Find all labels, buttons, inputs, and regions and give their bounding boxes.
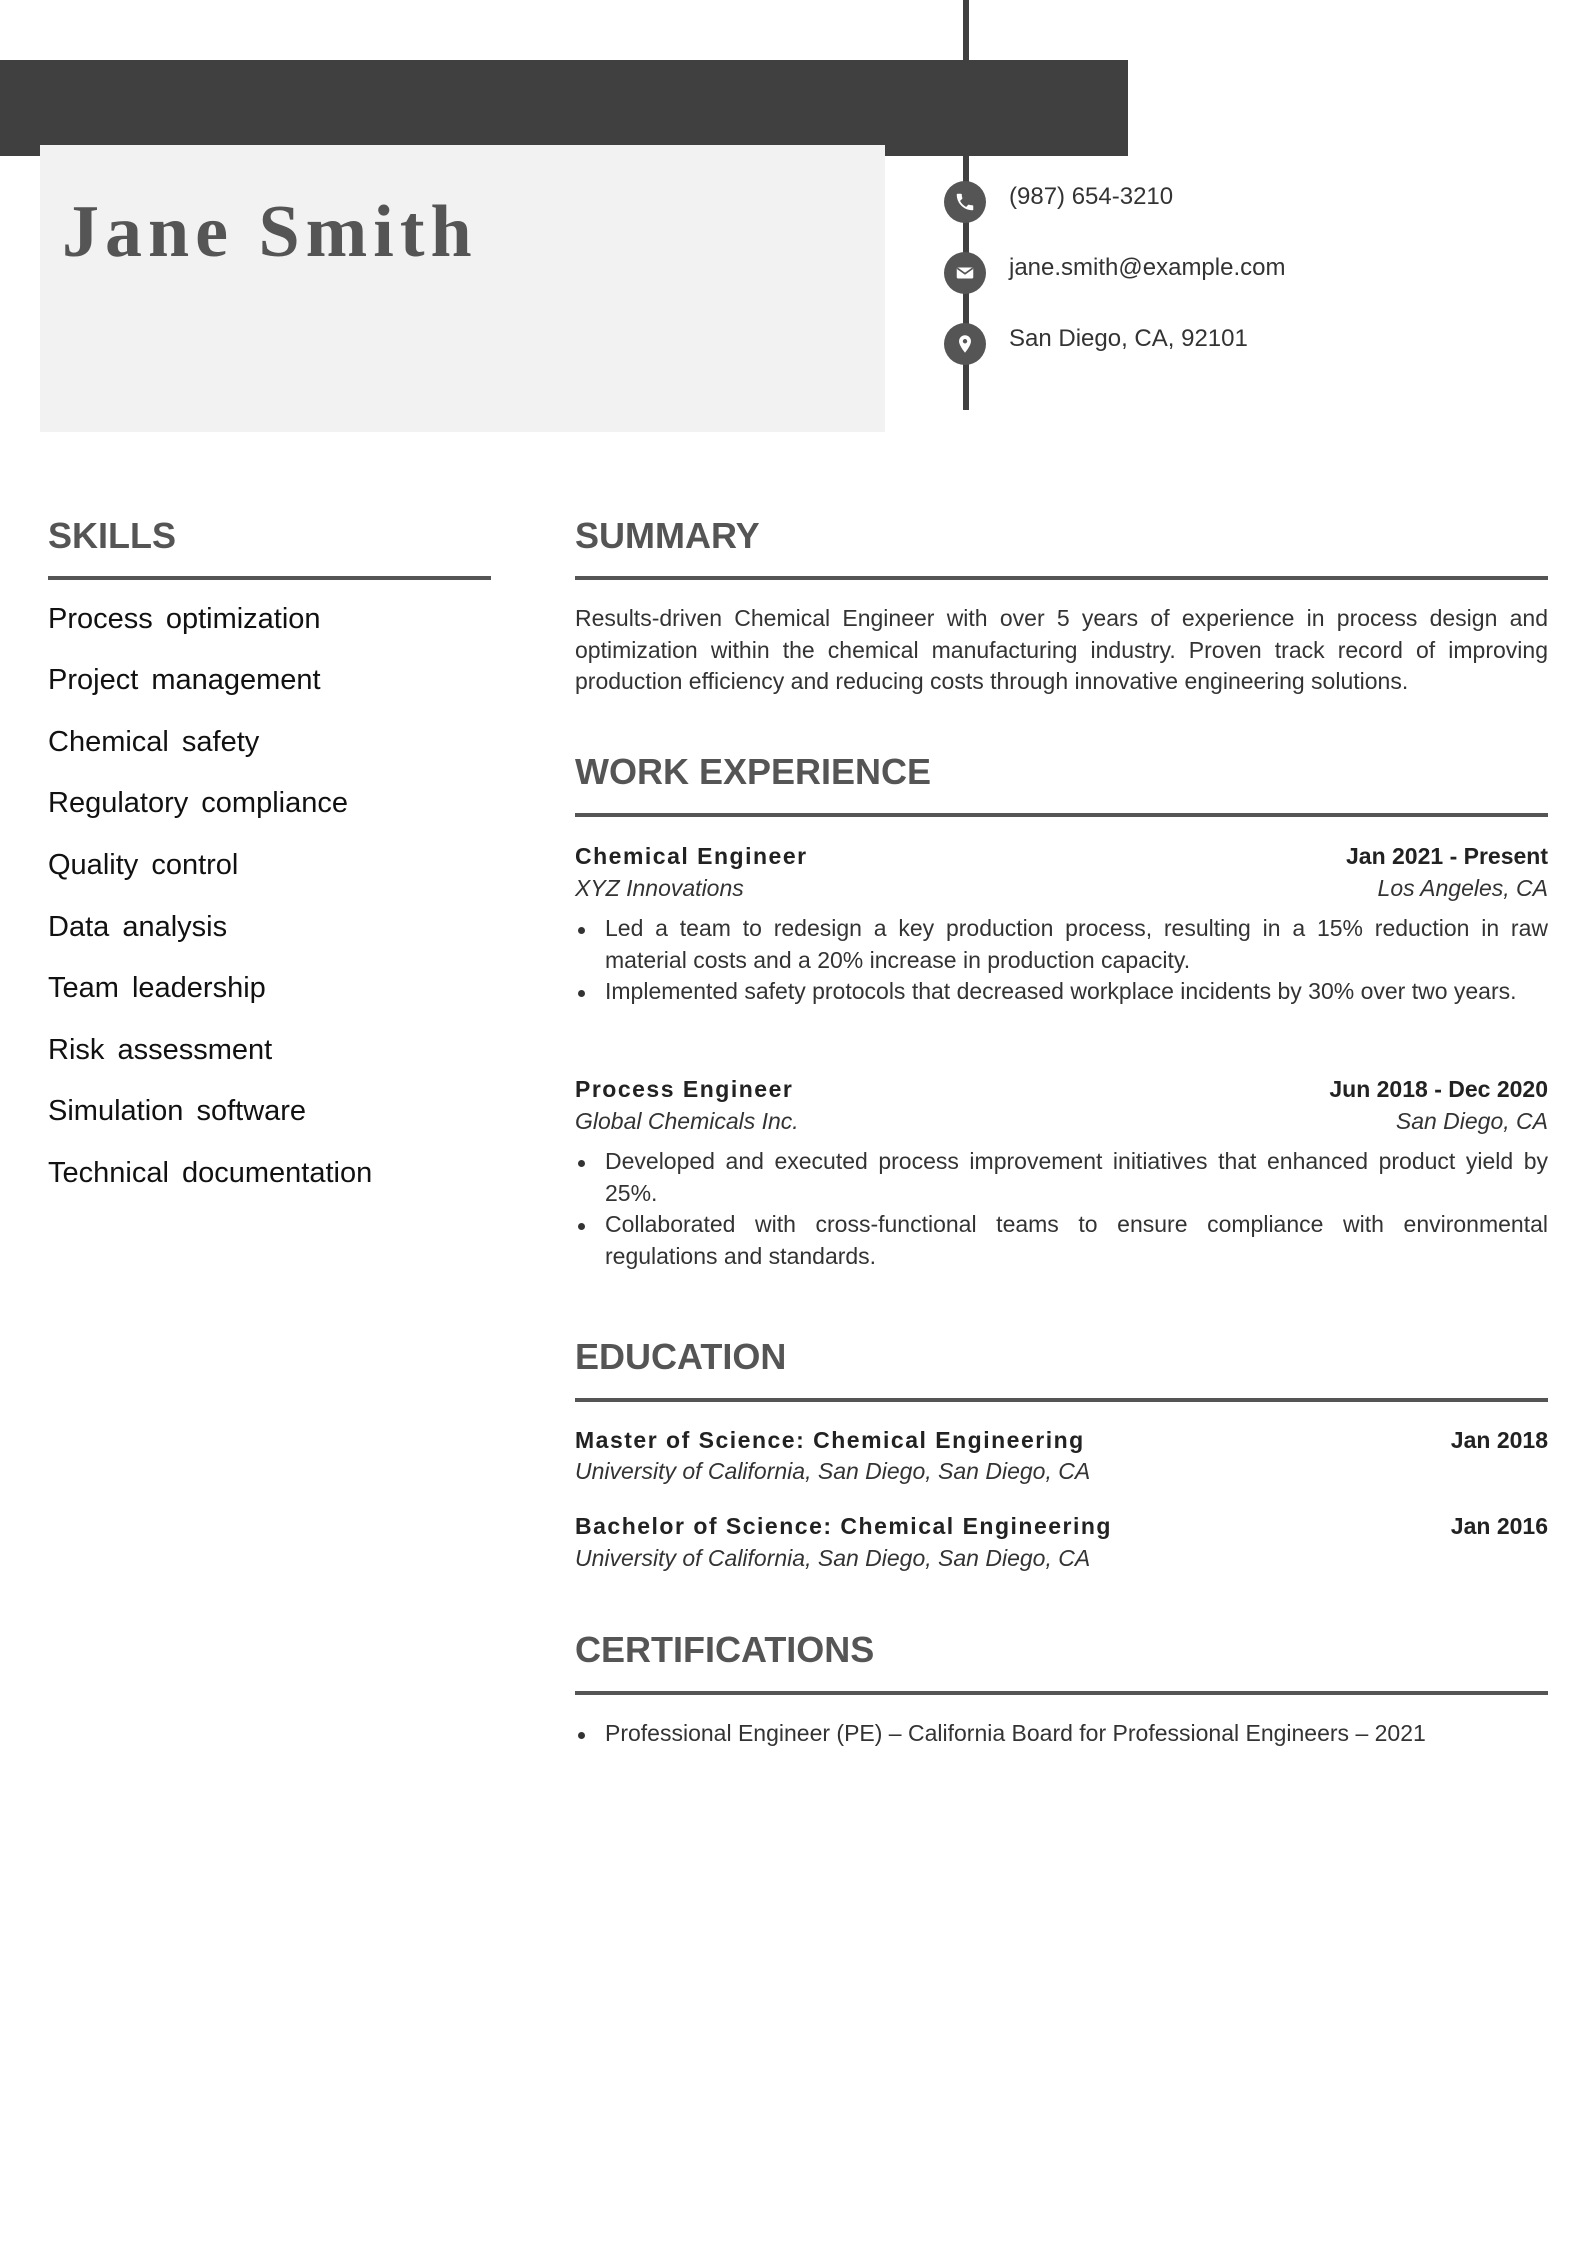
experience-divider [575, 813, 1548, 817]
phone-icon [944, 181, 986, 223]
summary-heading: SUMMARY [575, 515, 760, 556]
job-bullets [575, 1146, 1548, 1272]
skill-item: Process optimization [48, 603, 321, 635]
certifications-list [575, 1718, 1548, 1750]
skills-divider [48, 576, 491, 580]
candidate-name: Jane Smith [62, 191, 478, 273]
job-location: Los Angeles, CA [1377, 875, 1548, 901]
list-item: Professional Engineer (PE) – California Board for Professional Engineers – 2021 [575, 1718, 1548, 1750]
education-heading: EDUCATION [575, 1336, 787, 1377]
email-icon [944, 252, 986, 294]
skills-heading: SKILLS [48, 515, 177, 556]
job-dates: Jun 2018 - Dec 2020 [1329, 1076, 1548, 1102]
list-item: Led a team to redesign a key production process, resulting in a 15% reduction in raw material costs and a 20% increase in production capacity. [575, 913, 1548, 976]
skill-item: Regulatory compliance [48, 787, 348, 819]
list-item: Developed and executed process improvement initiatives that enhanced product yield by 25%. [575, 1146, 1548, 1209]
degree-title: Bachelor of Science: Chemical Engineering [575, 1513, 1112, 1539]
skill-item: Data analysis [48, 911, 228, 943]
contact-email[interactable]: jane.smith@example.com [1009, 254, 1286, 281]
list-item: Collaborated with cross-functional teams to ensure compliance with environmental regulations and standards. [575, 1209, 1548, 1272]
skill-item: Quality control [48, 849, 239, 881]
job-title: Process Engineer [575, 1076, 794, 1102]
skill-item: Simulation software [48, 1095, 307, 1127]
experience-heading: WORK EXPERIENCE [575, 751, 932, 792]
degree-date: Jan 2018 [1450, 1427, 1548, 1453]
job-dates: Jan 2021 - Present [1345, 843, 1548, 869]
summary-divider [575, 576, 1548, 580]
skill-item: Chemical safety [48, 726, 260, 758]
contact-location: San Diego, CA, 92101 [1009, 325, 1248, 352]
job-company: Global Chemicals Inc. [575, 1108, 799, 1134]
degree-date: Jan 2016 [1450, 1513, 1548, 1539]
school-name: University of California, San Diego, San Diego, CA [575, 1458, 1091, 1484]
education-divider [575, 1398, 1548, 1402]
certifications-divider [575, 1691, 1548, 1695]
job-location: San Diego, CA [1395, 1108, 1548, 1134]
name-panel [40, 145, 885, 432]
certifications-heading: CERTIFICATIONS [575, 1629, 875, 1670]
contact-phone[interactable]: (987) 654-3210 [1009, 183, 1174, 210]
skill-item: Risk assessment [48, 1034, 273, 1066]
header-bar [0, 60, 1128, 156]
list-item: Implemented safety protocols that decreased workplace incidents by 30% over two years. [575, 976, 1548, 1008]
job-bullets [575, 913, 1548, 1008]
summary-text: Results-driven Chemical Engineer with over 5 years of experience in process design and optimization within the chemical manufacturing industry. Proven track record of improving production efficiency and reducing costs through innovative engineering solutions. [575, 605, 1548, 694]
skill-item: Team leadership [48, 972, 266, 1004]
skill-item: Technical documentation [48, 1157, 373, 1189]
skill-item: Project management [48, 664, 321, 696]
school-name: University of California, San Diego, San Diego, CA [575, 1545, 1091, 1571]
location-pin-icon [944, 323, 986, 365]
job-company: XYZ Innovations [575, 875, 744, 901]
degree-title: Master of Science: Chemical Engineering [575, 1427, 1085, 1453]
job-title: Chemical Engineer [575, 843, 808, 869]
